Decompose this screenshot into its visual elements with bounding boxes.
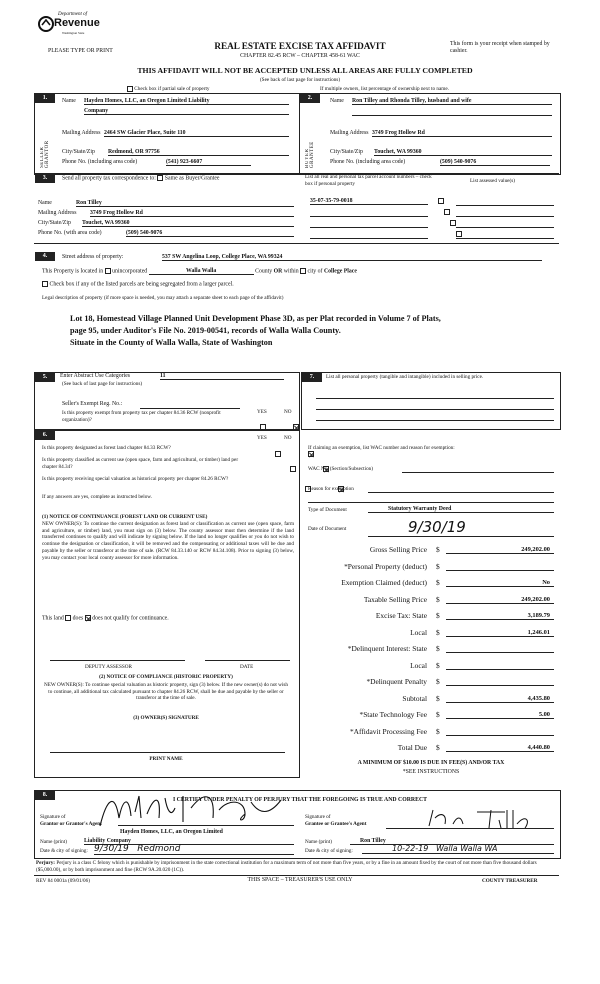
doc-type: Statutory Warranty Deed (368, 506, 554, 513)
segregated-line (42, 281, 234, 287)
reason-line-2 (308, 502, 554, 503)
street-address: 537 SW Angelina Loop, College Place, WA 99324 (162, 254, 542, 261)
grantor-sig-label-b: Grantor or Grantor's Agent (40, 820, 102, 827)
section-6-badge: 6. (35, 431, 55, 440)
exempt-reg-line (140, 408, 240, 409)
tax-row-value: 5.00 (446, 711, 554, 719)
print-name-label: PRINT NAME (149, 756, 183, 762)
personal-property-line-3 (316, 420, 554, 421)
owner-signature-line (50, 752, 285, 753)
logo-name: Revenue (54, 17, 100, 29)
legal-description-label: Legal description of property (if more space is needed, you may attach a separate sheet to each page of the affidavit) (42, 295, 284, 301)
grantee-sig-label (305, 814, 366, 827)
owner-signature-label: (3) OWNER(S) SIGNATURE (133, 715, 199, 721)
tax-phone: (509) 540-9076 (126, 230, 294, 237)
personal-property-line-1 (316, 398, 554, 399)
notice-1-title: (1) NOTICE OF CONTINUANCE (FOREST LAND OR CURRENT USE) (42, 514, 208, 520)
forest-yes-checkbox[interactable] (275, 451, 281, 457)
revenue-logo-icon (38, 16, 54, 32)
logo-sub: Washington State (62, 31, 85, 35)
section-8-badge: 8. (35, 791, 55, 800)
see-instructions-note: *SEE INSTRUCTIONS (402, 769, 460, 775)
grantee-signature-line (386, 828, 554, 829)
see-back-note: (See back of last page for instructions) (259, 77, 341, 83)
grantor-sig-label (40, 814, 102, 827)
does-not-label: does not qualify for continuance. (92, 615, 169, 622)
tax-city-label: City/State/Zip (38, 220, 71, 226)
assessed-value-line (456, 227, 554, 228)
tax-row-value (446, 678, 554, 686)
legal-line-1: Lot 18, Homestead Village Planned Unit Development Phase 3D, as per Plat recorded in Volume 7 of Plats, (70, 314, 441, 323)
form-number: REV 84 0001a (09/01/06) (36, 878, 90, 884)
tax-row-value (446, 563, 554, 571)
assessed-value-line (456, 238, 554, 239)
tax-row-value: 249,202.00 (446, 596, 554, 604)
type-or-print: PLEASE TYPE OR PRINT (48, 48, 113, 54)
buyer-address-label: Mailing Address (330, 130, 369, 136)
assessed-value-label: List assessed value(s) (470, 178, 515, 184)
tax-row-label: Total Due (397, 743, 427, 752)
seller-side-label: SELLER GRANTOR (40, 140, 50, 168)
county-treasurer: COUNTY TREASURER (482, 878, 538, 884)
personal-property-checkbox[interactable] (450, 220, 456, 226)
county-name: Walla Walla (149, 268, 254, 275)
parcel-line (310, 238, 428, 239)
same-as-buyer-checkbox[interactable] (157, 175, 163, 181)
grantee-sig-label-a: Signature of (305, 814, 331, 820)
certify-statement: I CERTIFY UNDER PENALTY OF PERJURY THAT THE FOREGOING IS TRUE AND CORRECT (172, 797, 428, 803)
grantor-date-city: 9/30/19 Redmond (94, 844, 294, 855)
buyer-phone-label: Phone No. (including area code) (330, 159, 406, 165)
tax-row-label: Local (410, 660, 427, 670)
parcel-number: 35-07-35-79-0018 (310, 198, 428, 205)
city-checkbox[interactable] (300, 268, 306, 274)
multiple-owners-note: If multiple owners, list percentage of ownership next to name. (320, 86, 449, 92)
tax-row-value: 4,440.80 (446, 744, 554, 752)
grantor-name: Liability Company (84, 838, 294, 845)
tax-row-value: 3,189.79 (446, 612, 554, 620)
sec5-no-header: NO (284, 409, 292, 415)
send-tax-label (62, 175, 220, 181)
located-label: This Property is located in (42, 268, 104, 275)
or-word: OR (273, 268, 283, 275)
minimum-due-note: A MINIMUM OF $10.00 IS DUE IN FEE(S) AND/OR TAX (357, 760, 505, 766)
tax-row-value: No (446, 579, 554, 587)
tax-row-label: Subtotal (402, 693, 427, 703)
within-label: within (283, 268, 299, 275)
tax-row-currency: $ (436, 545, 440, 554)
doc-type-label: Type of Document (308, 507, 347, 513)
parcel-line (310, 216, 428, 217)
grantee-date-label: Date & city of signing: (305, 848, 353, 854)
location-line (42, 268, 357, 275)
any-yes-note: If any answers are yes, complete as instructed below. (42, 494, 153, 500)
section-5-badge: 5. (35, 373, 55, 382)
grantor-signature-image (95, 788, 285, 830)
buyer-name-line2 (352, 115, 552, 116)
tax-address: 3749 Frog Hollow Rd (90, 210, 294, 217)
section-3-badge: 3. (35, 174, 55, 183)
grantee-sig-label-b: Grantee or Grantee's Agent (305, 820, 367, 827)
seller-address: 2464 SW Glacier Place, Suite 110 (104, 130, 289, 137)
forest-question: Is this property designated as forest land chapter 84.33 RCW? (42, 445, 171, 451)
historic-question: Is this property receiving special valuation as historical property per chapter 84.26 RCW? (42, 476, 229, 482)
tax-row-label: Gross Selling Price (369, 545, 427, 554)
exempt-reg-label: Seller's Exempt Reg. No.: (62, 401, 123, 407)
tax-row-currency: $ (436, 710, 440, 719)
tax-row-currency: $ (436, 627, 440, 637)
reason-label: Reason for exemption (308, 486, 354, 492)
does-not-checkbox[interactable] (85, 615, 91, 621)
notice-1-text: NEW OWNER(S): To continue the current designation as forest land or classification as current use (open space, farm and agriculture, or timber) land, you must sign on (3) below. The county assessor must then determine if the land transferred continues to qualify and will indicate by signing below. If the land no longer qualifies or you do not wish to continue the designation or classification, it will be removed and the compensating or additional taxes will be due and payable by the seller or transferor at the time of sale. (RCW 84.33.140 or RCW 84.34.108). Prior to signing (3) below, you may contact your local county assessor for more information. (42, 521, 294, 561)
tax-name-label: Name (38, 200, 52, 206)
city-name: College Place (323, 268, 357, 275)
personal-property-label: List all personal property (tangible and intangible) included in selling price. (326, 374, 484, 380)
personal-property-checkbox[interactable] (438, 198, 444, 204)
section-1-badge: 1. (35, 94, 55, 103)
buyer-address: 3749 Frog Hollow Rd (372, 130, 552, 137)
tax-row-label: *Delinquent Penalty (366, 677, 427, 686)
segregated-label: Check box if any of the listed parcels are being segregated from a larger parcel. (49, 281, 234, 288)
send-tax-text: Send all property tax correspondence to: (62, 175, 156, 182)
grantee-date-city: 10-22-19 Walla Walla WA (362, 844, 554, 854)
tax-row-currency: $ (436, 693, 440, 703)
section-7-badge: 7. (302, 373, 322, 382)
seller-city-label: City/State/Zip (62, 149, 95, 155)
legal-line-3: Situate in the County of Walla Walla, State of Washington (70, 338, 273, 347)
seller-phone: (541) 923-6607 (166, 159, 251, 166)
tax-row-label: Taxable Selling Price (363, 594, 427, 604)
buyer-city-label: City/State/Zip (330, 149, 363, 155)
partial-sale-label: Check box if partial sale of property (134, 86, 210, 93)
tax-row-label: Local (410, 627, 427, 637)
parcel-line (310, 227, 428, 228)
tax-row-currency: $ (436, 660, 440, 670)
logo-dept: Department of (58, 12, 88, 17)
grantee-signature-image (425, 806, 535, 830)
tax-row-label: *Personal Property (deduct) (344, 561, 427, 571)
forest-no-checkbox[interactable] (308, 451, 314, 457)
seller-address-label: Mailing Address (62, 130, 101, 136)
exempt-question: Is this property exempt from property tax per chapter 84.36 RCW (nonprofit organization)? (62, 410, 221, 423)
county-label: County (255, 268, 273, 275)
notice-2-title: (2) NOTICE OF COMPLIANCE (HISTORIC PROPERTY) (99, 674, 233, 680)
grantor-printed-name: Hayden Homes, LLC, an Oregon Limited (120, 829, 223, 835)
tax-row-label: *Delinquent Interest: State (347, 644, 427, 653)
tax-row-currency: $ (436, 726, 440, 736)
tax-row-value: 249,202.00 (446, 546, 554, 554)
sec6-no-header: NO (284, 435, 292, 441)
tax-row-currency: $ (436, 594, 440, 604)
deputy-assessor-label: DEPUTY ASSESSOR (85, 664, 132, 670)
exemption-claim-label: If claiming an exemption, list WAC number and reason for exemption: (308, 445, 455, 451)
unincorporated-label: unincorporated (112, 268, 148, 275)
tax-row-currency: $ (436, 743, 440, 752)
abstract-see-back: (See back of last page for instructions) (62, 381, 143, 387)
assessed-value-line (456, 216, 554, 217)
deputy-date-label: DATE (240, 664, 254, 670)
tax-row-label: *State Technology Fee (359, 710, 427, 719)
perjury-text: Perjury is a class C felony which is punishable by imprisonment in the state correctional institution for a maximum term of not more than five years, or by a fine in an amount fixed by the court of not more than five thousand dollars ($5,000.00), or by both imprisonment and fine (RCW 9A.20.020 (1C)). (36, 860, 537, 873)
seller-phone-label: Phone No. (including area code) (62, 159, 138, 165)
section-3-bottom-rule (34, 243, 559, 244)
seller-name: Hayden Homes, LLC, an Oregon Limited Liability (84, 98, 289, 105)
tax-address-label: Mailing Address (38, 210, 77, 216)
grantor-sig-label-a: Signature of (40, 814, 66, 820)
form-title: REAL ESTATE EXCISE TAX AFFIDAVIT (214, 41, 386, 51)
same-as-buyer-label: Same as Buyer/Grantee (164, 175, 220, 182)
reason-line (368, 492, 554, 493)
section-2-badge: 2. (300, 94, 320, 103)
sec5-yes-header: YES (257, 409, 267, 415)
grantor-date-label: Date & city of signing: (40, 848, 88, 854)
street-address-label: Street address of property: (62, 254, 124, 260)
receipt-note: This form is your receipt when stamped by cashier. (450, 41, 550, 54)
seller-name-label: Name (62, 98, 76, 104)
tax-row-label: Excise Tax: State (375, 611, 427, 620)
grantee-name-label: Name (print) (305, 839, 332, 845)
tax-row-currency: $ (436, 578, 440, 587)
footer-rule (34, 875, 559, 876)
perjury-label: Perjury: (36, 860, 56, 866)
current-use-yes-checkbox[interactable] (290, 466, 296, 472)
city-of-label: city of (307, 268, 323, 275)
grantor-signature-line (118, 825, 294, 826)
buyer-phone: (509) 540-9076 (440, 159, 550, 166)
current-use-question: Is this property classified as current use (open space, farm and agricultural, or timber) land per chapter 84.34? (42, 457, 239, 470)
tax-row-currency: $ (436, 677, 440, 686)
tax-row-label: Exemption Claimed (deduct) (341, 578, 427, 587)
tax-row-value (446, 728, 554, 736)
wac-label: WAC No. (Section/Subsection) (308, 466, 373, 472)
does-label: does (72, 615, 84, 622)
seller-city: Redmond, OR 97756 (108, 149, 289, 156)
does-checkbox[interactable] (65, 615, 71, 621)
tax-row-value: 4,435.80 (446, 695, 554, 703)
seller-name-line2: Company (84, 108, 289, 115)
tax-name: Ron Tilley (76, 200, 294, 207)
buyer-city: Touchet, WA 99360 (374, 149, 552, 156)
tax-row-currency: $ (436, 644, 440, 653)
personal-property-checkbox[interactable] (456, 231, 462, 237)
tax-row-value: 1,246.01 (446, 629, 554, 637)
assessed-value-line (456, 205, 554, 206)
treasurer-space: THIS SPACE – TREASURER'S USE ONLY (247, 877, 353, 883)
grantor-name-label: Name (print) (40, 839, 67, 845)
tax-row-currency: $ (436, 611, 440, 620)
grantee-name: Ron Tilley (350, 838, 554, 845)
tax-row-label: *Affidavit Processing Fee (349, 726, 427, 736)
warning-banner: THIS AFFIDAVIT WILL NOT BE ACCEPTED UNLESS ALL AREAS ARE FULLY COMPLETED (137, 66, 473, 75)
deputy-line (50, 660, 185, 661)
doc-date-label: Date of Document (308, 526, 347, 532)
deputy-date-line (205, 660, 290, 661)
abstract-value: 11 (160, 373, 284, 380)
tax-row-value (446, 645, 554, 653)
buyer-name: Ron Tilley and Rhonda Tilley, husband and wife (352, 98, 552, 105)
abstract-label: Enter Abstract Use Categories (60, 373, 131, 379)
unincorporated-checkbox[interactable] (105, 268, 111, 274)
tax-city: Touchet, WA 99360 (82, 220, 294, 227)
personal-property-checkbox[interactable] (444, 209, 450, 215)
continuance-line (42, 615, 169, 621)
segregated-checkbox[interactable] (42, 281, 48, 287)
sec6-yes-header: YES (257, 435, 267, 441)
notice-2-text: NEW OWNER(S): To continue special valuation as historic property, sign (3) below. If the new owner(s) do not wish to continue, all additional tax calculated pursuant to chapter 84.26 RCW, shall be due and payable by the seller or transferor at the time of sale. (44, 682, 288, 702)
tax-row-value (446, 662, 554, 670)
buyer-name-label: Name (330, 98, 344, 104)
buyer-side-label: BUYER GRANTEE (305, 141, 315, 168)
revenue-logo (38, 12, 98, 38)
perjury-notice (36, 860, 558, 873)
this-land-label: This land (42, 615, 64, 622)
personal-property-line-2 (316, 409, 554, 410)
form-chapter: CHAPTER 82.45 RCW – CHAPTER 458-61 WAC (240, 53, 360, 59)
parcel-list-label: List all real and personal tax parcel account numbers – check box if personal property (305, 174, 432, 187)
tax-phone-label: Phone No. (with area code) (38, 230, 102, 236)
legal-line-2: page 95, under Auditor's File No. 2019-00541, records of Walla Walla County. (70, 326, 341, 335)
tax-row-currency: $ (436, 561, 440, 571)
partial-sale-checkbox[interactable] (127, 86, 133, 92)
doc-date: 9/30/19 (368, 518, 554, 537)
wac-line (402, 472, 554, 473)
partial-sale-check[interactable] (127, 86, 210, 92)
section-4-badge: 4. (35, 252, 55, 261)
section-3-rule (34, 173, 559, 174)
